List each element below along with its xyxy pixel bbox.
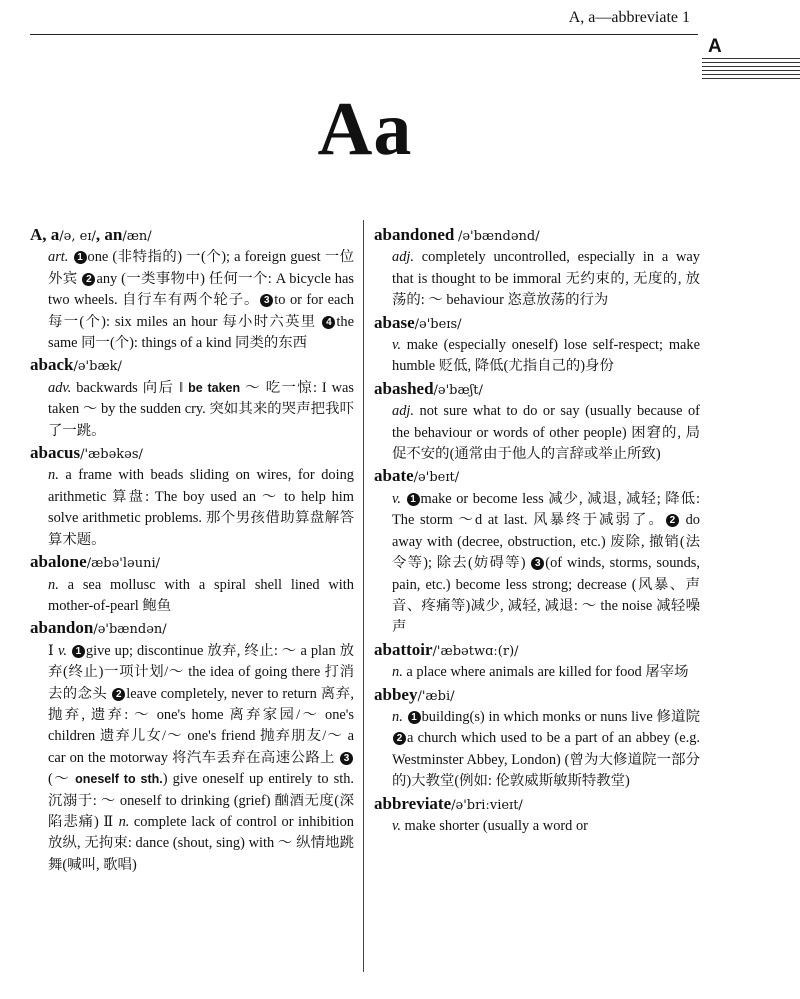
pronunciation: /ə'bæʃt/: [433, 382, 483, 398]
sense-number: 4: [322, 316, 335, 329]
definition-text: make shorter (usually a word or: [404, 817, 588, 834]
entry-abase: [374, 312, 700, 378]
definition: [392, 335, 700, 378]
entry-a: [30, 224, 354, 354]
idiom-phrase: oneself to sth.: [75, 772, 163, 787]
pronunciation: /ə'bændən/: [93, 622, 167, 638]
pronunciation: /ə'briːvieɪt/: [451, 797, 523, 813]
entry-headline: [374, 312, 700, 335]
headword: abalone: [30, 552, 87, 572]
thumb-rule: [702, 78, 800, 79]
entry-abashed: [374, 378, 700, 466]
pronunciation: /ə, eɪ/: [59, 229, 96, 244]
entry-aback: [30, 354, 354, 442]
definition-text: completely uncontrolled, especially in a way that is thought to be immoral 无约束的, 无度的, 放荡的: ～ behaviour 恣意放荡的行为: [392, 249, 700, 309]
thumb-rule: [702, 58, 800, 59]
definition: [48, 378, 354, 442]
thumb-index-tab: [702, 36, 800, 80]
sense-number: 1: [72, 645, 85, 658]
part-of-speech: n.: [392, 708, 403, 725]
headword: abase: [374, 312, 415, 332]
entry-headline: [374, 378, 700, 401]
pronunciation: /ə'beɪs/: [414, 316, 462, 332]
definition-text: leave completely, never to return 离弃, 抛弃, 遗弃: ～ one's home 离弃家园/～ one's children 遗弃儿女/～ one's friend 抛弃朋友/～ a car on the motorway 将汽车丢弃在高速公路上: [48, 685, 354, 766]
headword: an: [104, 225, 123, 244]
definition-text: building(s) in which monks or nuns live 修道院: [421, 708, 700, 725]
headword: abate: [374, 466, 414, 486]
entry-headline: [374, 224, 700, 247]
part-of-speech: n.: [48, 467, 59, 484]
pronunciation: /'æbəkəs/: [80, 447, 143, 463]
entry-headline: [374, 465, 700, 488]
headword: abandoned: [374, 225, 455, 244]
definition-text: to or for each 每一(个): six miles an hour 每小时六英里: [48, 292, 354, 330]
definition-text: not sure what to do or say (usually because of the behaviour or words of other people) 困窘的, 局促不安的(通常由于他人的言辞或举止所致): [392, 403, 700, 463]
definition: [392, 662, 700, 683]
part-of-speech: adj.: [392, 249, 414, 266]
part-of-speech: n.: [118, 813, 130, 830]
definition: [392, 247, 700, 311]
left-column: [30, 224, 354, 876]
definition-text: a place where animals are killed for food 屠宰场: [406, 664, 689, 681]
sense-number: 1: [408, 711, 421, 724]
entry-abandoned: [374, 224, 700, 312]
entry-abandon: [30, 617, 354, 876]
definition: [48, 641, 354, 876]
sense-number: 2: [112, 688, 125, 701]
definition-text: (～: [48, 771, 76, 788]
definition: [392, 707, 700, 793]
part-of-speech: v.: [392, 337, 401, 354]
definition-text: (of winds, storms, sounds, pain, etc.) become less strong; decrease (风暴、声音、疼痛等)减少, 减轻, 减退: ～ the noise 减轻噪声: [392, 555, 701, 636]
definition-text: make or become less 减少, 减退, 减轻; 降低: The storm ～d at last. 风暴终于减弱了。: [392, 490, 701, 529]
entry-headline: [374, 793, 700, 816]
running-head-text: A, a—abbreviate 1: [568, 9, 690, 26]
roman-numeral: Ⅱ: [103, 813, 115, 830]
headword: abandon: [30, 618, 94, 638]
pronunciation: /'æbi/: [417, 688, 455, 704]
definition: [392, 401, 700, 465]
definition-text: a sea mollusc with a spiral shell lined with mother-of-pearl 鲍鱼: [48, 576, 354, 614]
pronunciation: /'æbətwɑː(r)/: [432, 643, 519, 659]
sense-number: 3: [340, 752, 353, 765]
entry-headline: [374, 684, 700, 707]
definition: [48, 247, 354, 354]
part-of-speech: art.: [48, 249, 69, 266]
headword: abattoir: [374, 639, 433, 659]
sense-number: 1: [74, 251, 87, 264]
idiom-phrase: be taken: [188, 380, 241, 395]
entry-abate: [374, 465, 700, 638]
entry-headline: [30, 617, 354, 640]
sense-number: 1: [407, 493, 420, 506]
entry-abalone: [30, 551, 354, 617]
sense-number: 2: [393, 732, 406, 745]
headword: abbreviate: [374, 793, 452, 813]
pronunciation: /æbə'ləuni/: [86, 556, 161, 572]
part-of-speech: v.: [392, 490, 401, 507]
definition-text: complete lack of control or inhibition 放纵, 无拘束: dance (shout, sing) with ～ 纵情地跳舞(喊叫, 歌唱): [48, 813, 355, 873]
part-of-speech: adv.: [48, 379, 72, 396]
column-divider: [363, 220, 364, 972]
section-title: Aa: [317, 87, 413, 171]
headword: A, a: [30, 225, 60, 244]
part-of-speech: v.: [58, 642, 67, 659]
definition-text: one (非特指的) 一(个); a foreign guest 一位外宾: [48, 249, 354, 287]
definition-text: a frame with beads sliding on wires, for doing arithmetic 算盘: The boy used an ～ to help him solve arithmetic problems. 那个男孩借助算盘解答算术题。: [48, 467, 354, 548]
pronunciation: /ə'bæk/: [73, 359, 122, 375]
entry-abacus: [30, 442, 354, 551]
headword: abacus: [30, 443, 81, 463]
pronunciation: /ə'bændənd/: [457, 229, 540, 244]
pronunciation: /æn/: [122, 229, 152, 244]
thumb-rule: [702, 70, 800, 71]
headword: abashed: [374, 378, 434, 398]
sense-number: 2: [666, 514, 679, 527]
definition: [392, 489, 700, 639]
definition-text: a church which used to be a part of an abbey (e.g. Westminster Abbey, London) (曾为大修道院一部分的)大教堂(例如: 伦敦威斯敏斯特教堂): [392, 730, 700, 790]
definition-text: ) give oneself up entirely to sth. 沉溺于: ～ oneself to drinking (grief) 酗酒无度(深陷悲痛): [48, 771, 355, 830]
headword-separator: ,: [95, 225, 105, 244]
sense-number: 2: [82, 273, 95, 286]
thumb-rule: [702, 74, 800, 75]
part-of-speech: n.: [48, 576, 59, 593]
definition-text: backwards 向后 ‖: [76, 379, 189, 396]
sense-number: 3: [260, 294, 273, 307]
sense-number: 3: [531, 557, 544, 570]
thumb-rule: [702, 62, 800, 63]
definition-text: make (especially oneself) lose self-respect; make humble 贬低, 降低(尤指自己的)身份: [392, 337, 700, 375]
definition: [48, 575, 354, 618]
definition: [392, 816, 700, 837]
headword: abbey: [374, 684, 418, 704]
definition-text: the same 同一(个): things of a kind 同类的东西: [48, 313, 354, 352]
running-head: [30, 6, 698, 35]
entry-headline: [30, 354, 354, 377]
entry-headline: [30, 551, 354, 574]
thumb-index-letter: A: [708, 36, 722, 57]
definition-text: give up; discontinue 放弃, 终止: ～ a plan 放弃(终止)一项计划/～ the idea of going there 打消去的念头: [48, 642, 354, 702]
definition-text: ～ 吃一惊: I was taken ～ by the sudden cry. 突如其来的哭声把我吓了一跳。: [48, 379, 354, 439]
entry-abattoir: [374, 639, 700, 684]
headword: aback: [30, 355, 74, 375]
part-of-speech: n.: [392, 664, 403, 681]
entry-abbey: [374, 684, 700, 793]
part-of-speech: v.: [392, 817, 401, 834]
roman-numeral: Ⅰ: [48, 642, 55, 659]
thumb-rule: [702, 66, 800, 67]
entry-headline: [30, 224, 354, 247]
right-column: [374, 224, 700, 837]
definition-text: any (一类事物中) 任何一个: A bicycle has two wheels. 自行车有两个轮子。: [48, 270, 354, 309]
pronunciation: /ə'beɪt/: [413, 470, 460, 486]
entry-headline: [30, 442, 354, 465]
definition: [48, 465, 354, 551]
entry-headline: [374, 639, 700, 662]
definition-text: do away with (decree, obstruction, etc.) 废除, 撤销(法令等); 除去(妨碍等): [392, 512, 700, 572]
part-of-speech: adj.: [392, 403, 414, 420]
entry-abbreviate: [374, 793, 700, 838]
